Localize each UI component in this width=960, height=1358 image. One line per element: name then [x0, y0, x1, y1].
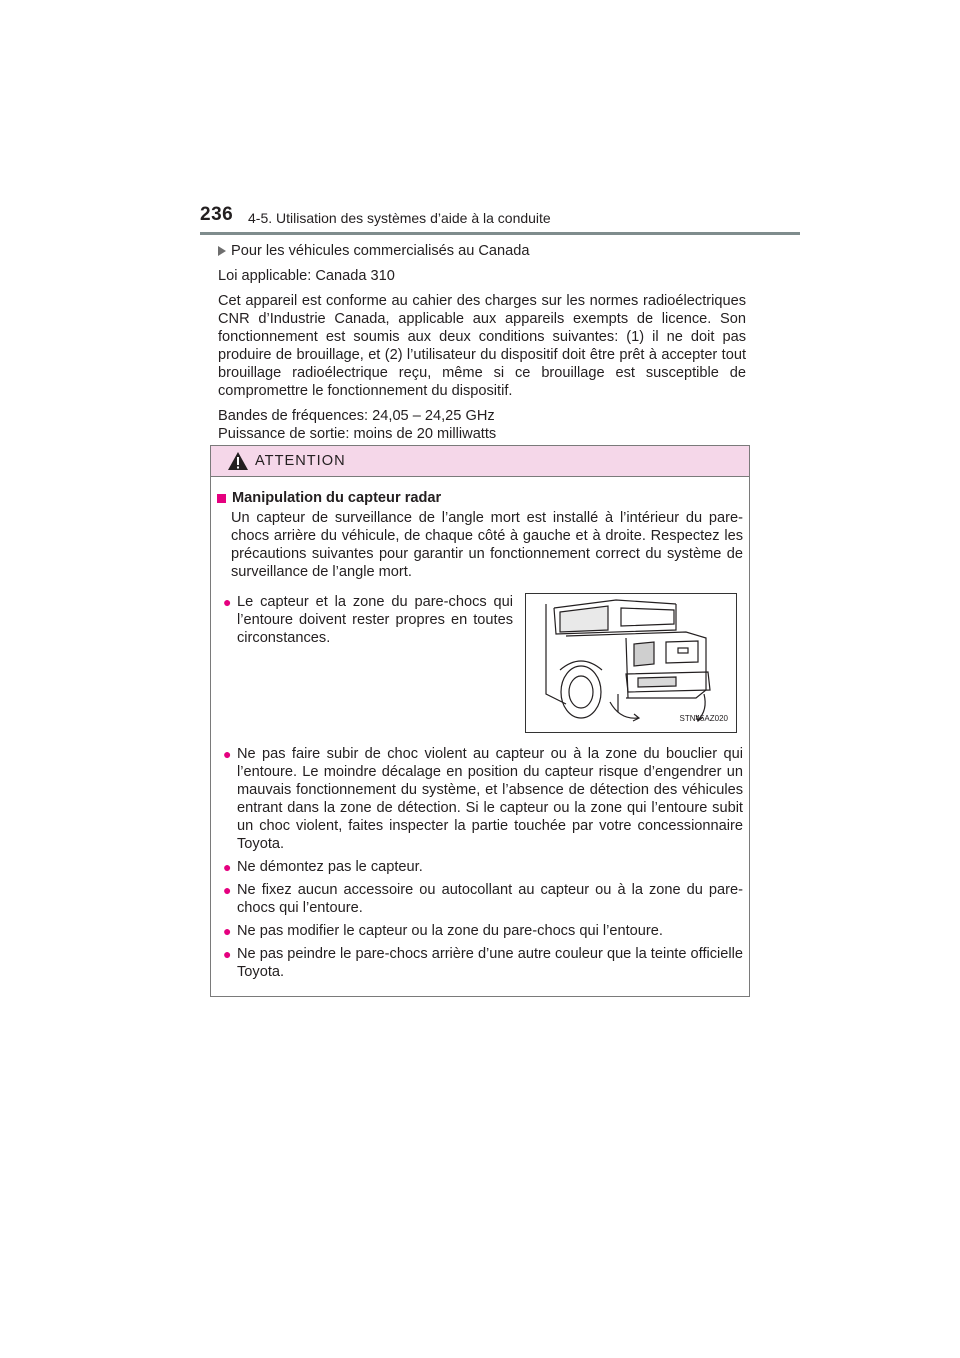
- section-title: 4-5. Utilisation des systèmes d’aide à la conduite: [248, 210, 551, 226]
- triangle-bullet-icon: [218, 246, 226, 256]
- bullet-text: Le capteur et la zone du pare-chocs qui l’entoure doivent rester propres en toutes circonstances.: [237, 594, 513, 646]
- bullet-item: [223, 922, 743, 940]
- illustrated-bullet-row: [217, 593, 743, 733]
- caution-description: Un capteur de surveillance de l’angle mort est installé à l’intérieur du pare-chocs arrière du véhicule, de chaque côté à gauche et à droite. Respectez les précautions suivantes pour garantir un fonctionnement correct du système de surveillance de l’angle mort.: [231, 510, 743, 580]
- caution-header: [211, 446, 749, 477]
- caution-body: [211, 477, 749, 981]
- header-rule: [200, 232, 800, 235]
- bullet-text: Ne pas faire subir de choc violent au capteur ou à la zone du bouclier qui l’entoure. Le moindre décalage en position du capteur risque d’engendrer un mauvais fonctionnement du système, et l’absence de détection des véhicules entrant dans la zone de détection. Si le capteur ou la zone qui l’entoure subit un choc violent, faites inspecter la partie touchée par votre concessionnaire Toyota.: [237, 746, 743, 852]
- circle-bullet-icon: ●: [223, 923, 232, 939]
- circle-bullet-icon: ●: [223, 859, 232, 875]
- circle-bullet-icon: ●: [223, 946, 232, 962]
- caution-heading: Manipulation du capteur radar: [232, 490, 442, 506]
- circle-bullet-icon: ●: [223, 746, 232, 762]
- bullet-text: Ne pas peindre le pare-chocs arrière d’une autre couleur que la teinte officielle Toyota.: [237, 946, 743, 980]
- intro-subheading: Pour les véhicules commercialisés au Canada: [231, 243, 530, 259]
- bullet-text: Ne démontez pas le capteur.: [237, 859, 423, 875]
- caution-title: ATTENTION: [255, 453, 346, 469]
- bullet-list: [217, 745, 743, 981]
- intro-subheading-row: [218, 242, 746, 260]
- caution-box: [210, 445, 750, 997]
- illustration-code: STN45AZ020: [679, 714, 728, 723]
- frequency-text: Bandes de fréquences: 24,05 – 24,25 GHz: [218, 408, 495, 424]
- bullet-item: [223, 945, 743, 981]
- page-header: [200, 204, 800, 236]
- bullet-item: [223, 593, 513, 728]
- bullet-text: Ne fixez aucun accessoire ou autocollant au capteur ou à la zone du pare-chocs qui l’entoure.: [237, 882, 743, 916]
- warning-triangle-icon: [227, 451, 249, 471]
- circle-bullet-icon: ●: [223, 882, 232, 898]
- law-text: Loi applicable: Canada 310: [218, 268, 395, 284]
- square-bullet-icon: [217, 494, 226, 503]
- bullet-text: Ne pas modifier le capteur ou la zone du pare-chocs qui l’entoure.: [237, 923, 663, 939]
- caution-heading-row: [217, 489, 743, 507]
- power-text: Puissance de sortie: moins de 20 milliwatts: [218, 426, 497, 442]
- circle-bullet-icon: ●: [223, 594, 232, 610]
- bullet-item: [223, 745, 743, 853]
- page-number: 236: [200, 204, 234, 225]
- truck-rear-illustration: [525, 593, 737, 733]
- compliance-paragraph: Cet appareil est conforme au cahier des charges sur les normes radioélectriques CNR d’Industrie Canada, applicable aux appareils exempts de licence. Son fonctionnement est soumis aux deux conditions suivantes: (1) il ne doit pas produire de brouillage, et (2) l’utilisateur du dispositif doit être prêt à accepter tout brouillage radioélectrique reçu, même si ce brouillage est susceptible de compromettre le fonctionnement du dispositif.: [218, 293, 746, 399]
- intro-section: [218, 242, 746, 443]
- bullet-item: [223, 858, 743, 876]
- bullet-item: [223, 881, 743, 917]
